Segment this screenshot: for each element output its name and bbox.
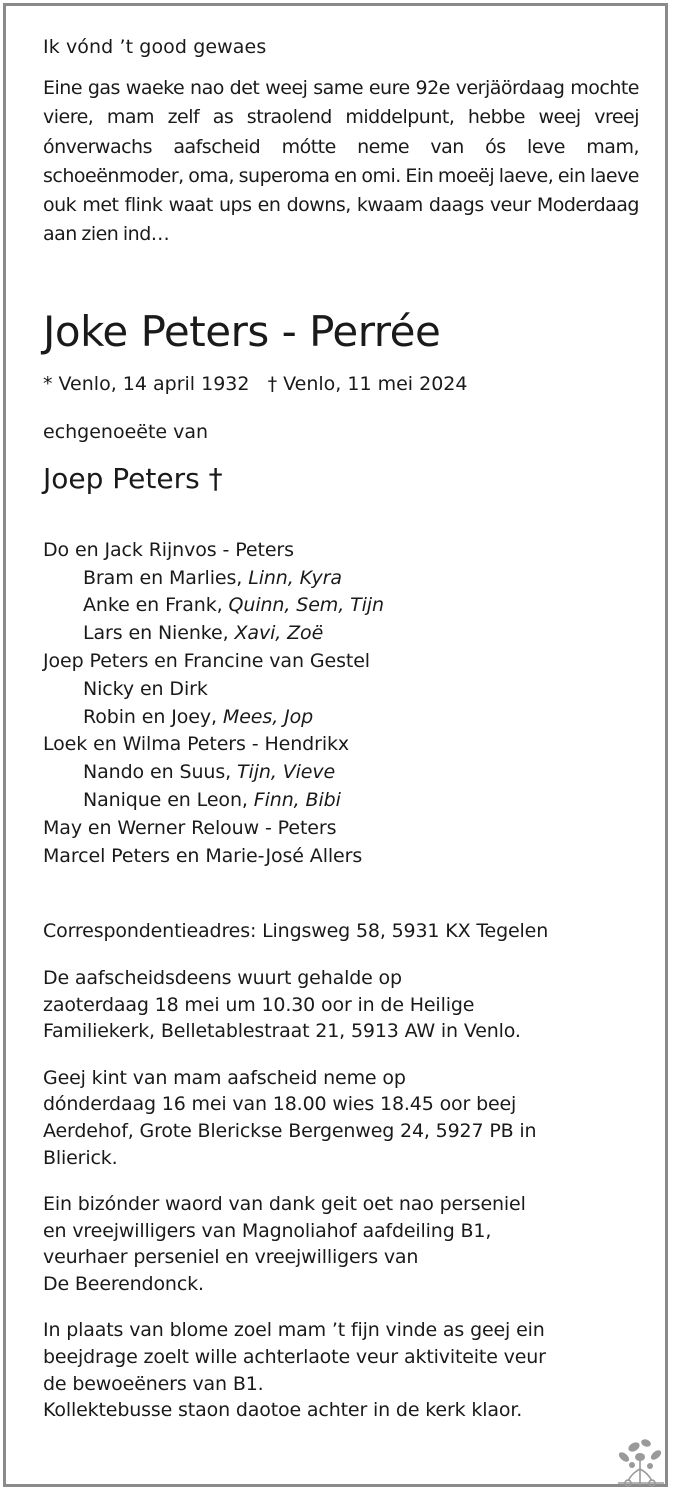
family-names: Anke en Frank, bbox=[83, 594, 223, 617]
motto: Ik vónd ’t good gewaes bbox=[43, 36, 267, 58]
life-dates bbox=[43, 371, 639, 397]
great-grandchildren-names: Mees, Jop bbox=[222, 705, 314, 728]
child-family-entry bbox=[43, 731, 639, 759]
thanks-line: Ein bizónder waord van dank geit oet nao perseniel bbox=[43, 1193, 526, 1216]
child-family-entry bbox=[43, 537, 639, 565]
family-names: Nando en Suus, bbox=[83, 761, 232, 784]
donation-line: beejdrage zoelt wille achterlaote veur aktiviteite veur bbox=[43, 1346, 546, 1369]
thanks-info bbox=[43, 1191, 639, 1297]
family-names: Loek en Wilma Peters - Hendrikx bbox=[43, 733, 350, 756]
spouse-label: echgenoeëte van bbox=[43, 420, 209, 443]
intro-text: Eine gas waeke nao det weej same eure 92e verjäördaag mochte viere, mam zelf as straolend middelpunt, hebbe weej vreej ónverwachs aafscheid mótte neme van ós leve mam, schoeënmoder, oma, superoma en omi. Ein moeëj laeve, ein laeve ouk met flink waat ups en downs, kwaam daags veur Moderdaag aan zien ind… bbox=[43, 77, 639, 246]
family-names: Do en Jack Rijnvos - Peters bbox=[43, 538, 294, 561]
family-list bbox=[43, 537, 639, 871]
great-grandchildren-names: Quinn, Sem, Tijn bbox=[228, 594, 384, 617]
child-family-entry bbox=[43, 648, 639, 676]
family-names: Robin en Joey, bbox=[83, 705, 217, 728]
viewing-line: Geej kint van mam aafscheid neme op bbox=[43, 1066, 406, 1089]
great-grandchildren-names: Linn, Kyra bbox=[248, 566, 342, 589]
donation-line: de bewoeëners van B1. bbox=[43, 1372, 264, 1395]
thanks-line: en vreejwilligers van Magnoliahof aafdeiling B1, bbox=[43, 1219, 492, 1242]
viewing-line: Blierick. bbox=[43, 1146, 118, 1169]
collection-line: Kollektebusse staon daotoe achter in de kerk klaor. bbox=[43, 1399, 523, 1422]
deceased-name: Joke Peters - Perrée bbox=[43, 306, 441, 356]
ceremony-line: De aafscheidsdeens wuurt gehalde op bbox=[43, 966, 402, 989]
viewing-info bbox=[43, 1065, 639, 1171]
spouse-name: Joep Peters † bbox=[43, 461, 223, 495]
donation-info bbox=[43, 1317, 639, 1423]
thanks-line: De Beerendonck. bbox=[43, 1272, 204, 1295]
family-names: Bram en Marlies, bbox=[83, 566, 243, 589]
child-family-entry bbox=[43, 843, 639, 871]
birth-date: * Venlo, 14 april 1932 bbox=[43, 372, 250, 395]
family-names: Marcel Peters en Marie-José Allers bbox=[43, 844, 363, 867]
great-grandchildren-names: Tijn, Vieve bbox=[237, 761, 336, 784]
death-date: † Venlo, 11 mei 2024 bbox=[267, 372, 468, 395]
grandchild-family-entry bbox=[43, 565, 639, 593]
flower-ornament-icon bbox=[612, 1433, 670, 1489]
family-names: Joep Peters en Francine van Gestel bbox=[43, 649, 370, 672]
donation-line: In plaats van blome zoel mam ’t fijn vinde as geej ein bbox=[43, 1319, 545, 1342]
death-notice bbox=[43, 30, 639, 1424]
ceremony-line: Familiekerk, Belletablestraat 21, 5913 AW in Venlo. bbox=[43, 1020, 521, 1043]
grandchild-family-entry bbox=[43, 676, 639, 704]
grandchild-family-entry bbox=[43, 759, 639, 787]
great-grandchildren-names: Finn, Bibi bbox=[253, 788, 341, 811]
ceremony-info bbox=[43, 965, 639, 1045]
viewing-line: Aerdehof, Grote Blerickse Bergenweg 24, 5927 PB in bbox=[43, 1119, 537, 1142]
thanks-line: veurhaer perseniel en vreejwilligers van bbox=[43, 1246, 419, 1269]
grandchild-family-entry bbox=[43, 787, 639, 815]
grandchild-family-entry bbox=[43, 704, 639, 732]
ceremony-line: zaoterdaag 18 mei um 10.30 oor in de Heilige bbox=[43, 993, 475, 1016]
child-family-entry bbox=[43, 815, 639, 843]
grandchild-family-entry bbox=[43, 592, 639, 620]
family-names: Lars en Nienke, bbox=[83, 622, 229, 645]
family-names: Nicky en Dirk bbox=[83, 677, 208, 700]
correspondence-address: Correspondentieadres: Lingsweg 58, 5931 KX Tegelen bbox=[43, 920, 549, 943]
family-names: Nanique en Leon, bbox=[83, 788, 248, 811]
family-names: May en Werner Relouw - Peters bbox=[43, 816, 337, 839]
great-grandchildren-names: Xavi, Zoë bbox=[234, 622, 324, 645]
grandchild-family-entry bbox=[43, 620, 639, 648]
viewing-line: dónderdaag 16 mei van 18.00 wies 18.45 oor beej bbox=[43, 1093, 517, 1116]
